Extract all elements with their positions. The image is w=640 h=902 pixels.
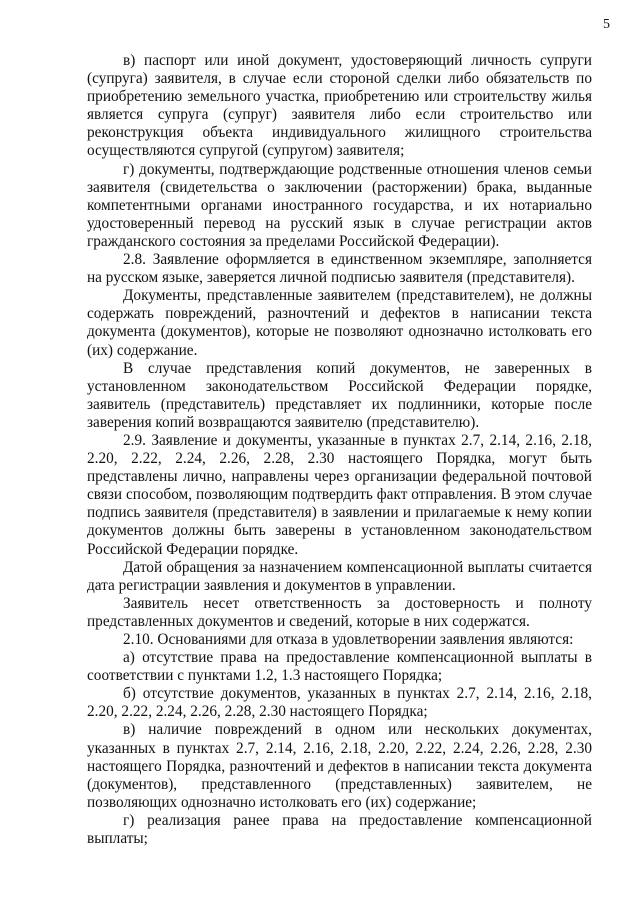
paragraph-copies: В случае представления копий документов, не заверенных в установленном законодательством Российской Федерации порядке, заявитель (представитель) представляет их подлинники, которые после заверения копий возвращаются заявителю (представителю).: [87, 359, 592, 431]
document-body: [87, 52, 592, 848]
paragraph-refusal-b: б) отсутствие документов, указанных в пунктах 2.7, 2.14, 2.16, 2.18, 2.20, 2.22, 2.24, 2.26, 2.28, 2.30 настоящего Порядка;: [87, 685, 592, 721]
paragraph-document-requirements: Документы, представленные заявителем (представителем), не должны содержать повреждений, разночтений и дефектов в написании текста документа (документов), которые не позволяют однозначно истолковать его (их) содержание.: [87, 287, 592, 359]
paragraph-application-date: Датой обращения за назначением компенсационной выплаты считается дата регистрации заявления и документов в управлении.: [87, 558, 592, 594]
paragraph-passport: в) паспорт или иной документ, удостоверяющий личность супруги (супруга) заявителя, в случае если стороной сделки либо обязательств по приобретению земельного участка, приобретению или строительству жилья является супруга (супруг) заявителя либо если строительство или реконструкция объекта индивидуального жилищного строительства осуществляются супругой (супругом) заявителя;: [87, 52, 592, 160]
paragraph-2-10: 2.10. Основаниями для отказа в удовлетворении заявления являются:: [123, 631, 574, 648]
paragraph-2-9: 2.9. Заявление и документы, указанные в пунктах 2.7, 2.14, 2.16, 2.18, 2.20, 2.22, 2.24, 2.26, 2.28, 2.30 настоящего Порядка, могут быть представлены лично, направлены через организации федеральной почтовой связи способом, позволяющим подтвердить факт отправления. В этом случае подпись заявителя (представителя) в заявлении и прилагаемые к нему копии документов должны быть заверены в установленном законодательством Российской Федерации порядке.: [87, 431, 592, 558]
paragraph-refusal-c: в) наличие повреждений в одном или нескольких документах, указанных в пунктах 2.7, 2.14, 2.16, 2.18, 2.20, 2.22, 2.24, 2.26, 2.28, 2.30 настоящего Порядка, разночтений и дефектов в написании текста документа (документов), представленного (представленных) заявителем, не позволяющих однозначно истолковать его (их) содержание;: [87, 721, 592, 811]
paragraph-applicant-responsibility: Заявитель несет ответственность за достоверность и полноту представленных документов и сведений, которые в них содержатся.: [87, 594, 592, 630]
paragraph-family-documents: г) документы, подтверждающие родственные отношения членов семьи заявителя (свидетельства о заключении (расторжении) брака, выданные компетентными органами иностранного государства, и их нотариально удостоверенный перевод на русский язык в случае регистрации актов гражданского состояния за пределами Российской Федерации).: [87, 160, 592, 250]
page-number: 5: [603, 17, 610, 32]
paragraph-2-8: 2.8. Заявление оформляется в единственном экземпляре, заполняется на русском языке, заверяется личной подписью заявителя (представителя).: [87, 251, 592, 287]
paragraph-refusal-a: а) отсутствие права на предоставление компенсационной выплаты в соответствии с пунктами 1.2, 1.3 настоящего Порядка;: [87, 649, 592, 685]
paragraph-refusal-d: г) реализация ранее права на предоставление компенсационной выплаты;: [87, 811, 592, 848]
